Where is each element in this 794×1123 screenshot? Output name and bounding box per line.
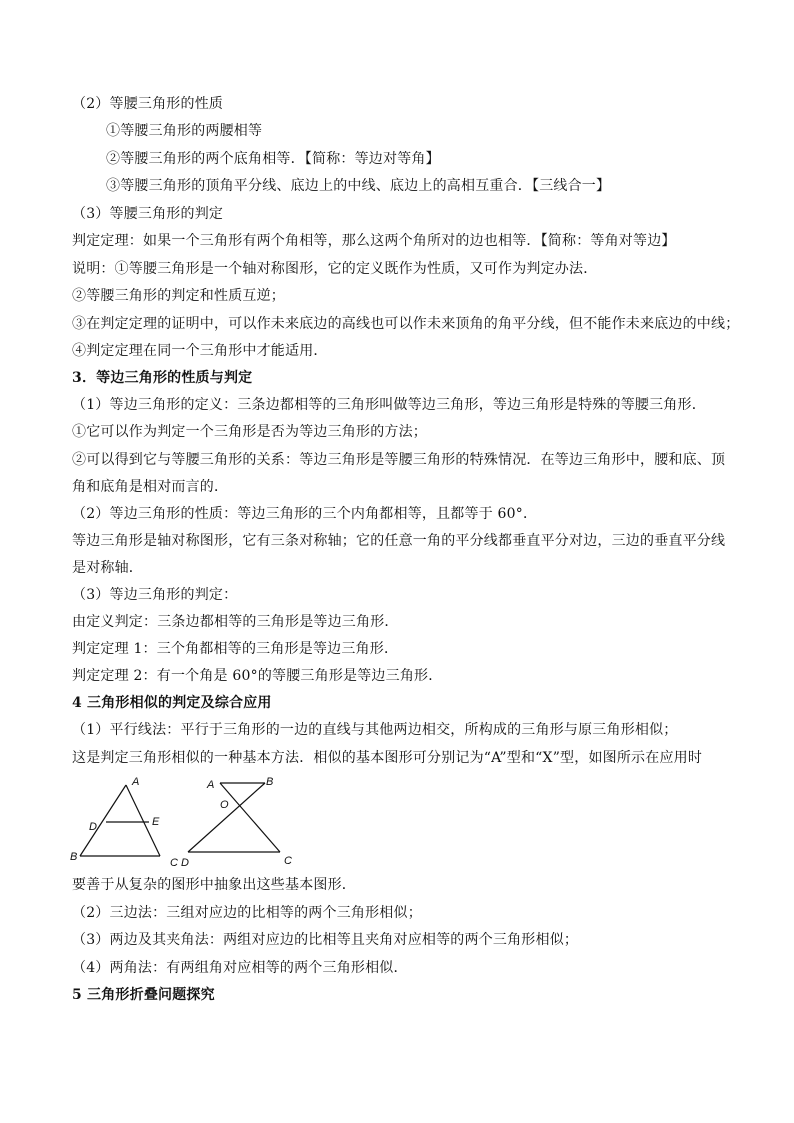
a-type-label-b: B [70,851,78,863]
similarity-method-2: （2）三边法：三组对应边的比相等的两个三角形相似； [72,905,422,921]
similar-triangles-figure [60,768,300,874]
similarity-method-1: （1）平行线法：平行于三角形的一边的直线与其他两边相交，所构成的三角形与原三角形相似； [72,722,678,738]
a-type-label-a: A [132,776,140,788]
section-5-heading: 5 三角形折叠问题探究 [72,987,215,1003]
equilateral-definition-note-2a: ②可以得到它与等腰三角形的关系：等边三角形是等腰三角形的特殊情况．在等边三角形中，腰和底、顶 [72,452,726,468]
isosceles-judgement-theorem: 判定定理：如果一个三角形有两个角相等，那么这两个角所对的边也相等．【简称：等角对等边】 [72,233,676,249]
isosceles-properties-title: （2）等腰三角形的性质 [72,96,224,112]
x-type-line-ac [220,783,280,852]
similarity-figure-note: 要善于从复杂的图形中抽象出这些基本图形． [72,877,356,893]
equilateral-properties: （2）等边三角形的性质：等边三角形的三个内角都相等，且都等于 60°． [72,506,538,522]
x-type-line-bd [188,783,265,852]
isosceles-note-3: ③在判定定理的证明中，可以作未来底边的高线也可以作未来顶角的角平分线，但不能作未来底边的中线； [72,316,740,332]
equilateral-definition: （1）等边三角形的定义：三条边都相等的三角形叫做等边三角形，等边三角形是特殊的等腰三角形． [72,397,706,413]
isosceles-property-3: ③等腰三角形的顶角平分线、底边上的中线、底边上的高相互重合．【三线合一】 [106,178,611,194]
isosceles-judgement-title: （3）等腰三角形的判定 [72,206,224,222]
a-type-side-ab [80,785,126,856]
isosceles-property-2: ②等腰三角形的两个底角相等．【简称：等边对等角】 [106,151,440,167]
x-type-label-b: B [266,776,274,788]
x-type-label-o: O [220,799,229,811]
isosceles-note-4: ④判定定理在同一个三角形中才能适用． [72,343,328,359]
isosceles-note-1: 说明：①等腰三角形是一个轴对称图形，它的定义既作为性质，又可作为判定办法． [72,261,598,277]
a-type-label-e: E [152,816,160,828]
equilateral-definition-note-2b: 角和底角是相对而言的． [72,479,229,495]
equilateral-definition-note-1: ①它可以作为判定一个三角形是否为等边三角形的方法； [72,424,427,440]
isosceles-note-2: ②等腰三角形的判定和性质互逆； [72,288,285,304]
section-3-heading: 3．等边三角形的性质与判定 [72,370,253,386]
equilateral-judgement-title: （3）等边三角形的判定： [72,587,238,603]
a-type-label-d: D [89,821,97,833]
equilateral-judgement-definition: 由定义判定：三条边都相等的三角形是等边三角形． [72,614,399,630]
similarity-method-3: （3）两边及其夹角法：两组对应边的比相等且夹角对应相等的两个三角形相似； [72,932,579,948]
similarity-method-1-note: 这是判定三角形相似的一种基本方法．相似的基本图形可分别记为“A”型和“X”型，如图所示在应用时 [72,750,703,766]
equilateral-properties-note-a: 等边三角形是轴对称图形，它有三条对称轴；它的任意一角的平分线都垂直平分对边，三边的垂直平分线 [72,533,726,549]
x-type-label-a: A [207,779,215,791]
x-type-label-c: C [284,855,292,867]
x-type-label-cd: C D [170,857,189,869]
equilateral-properties-note-b: 是对称轴． [72,560,143,576]
isosceles-property-1: ①等腰三角形的两腰相等 [106,123,263,139]
equilateral-judgement-theorem-1: 判定定理 1：三个角都相等的三角形是等边三角形． [72,641,399,657]
section-4-heading: 4 三角形相似的判定及综合应用 [72,695,272,711]
equilateral-judgement-theorem-2: 判定定理 2：有一个角是 60°的等腰三角形是等边三角形． [72,668,443,684]
similarity-method-4: （4）两角法：有两组角对应相等的两个三角形相似． [72,960,408,976]
